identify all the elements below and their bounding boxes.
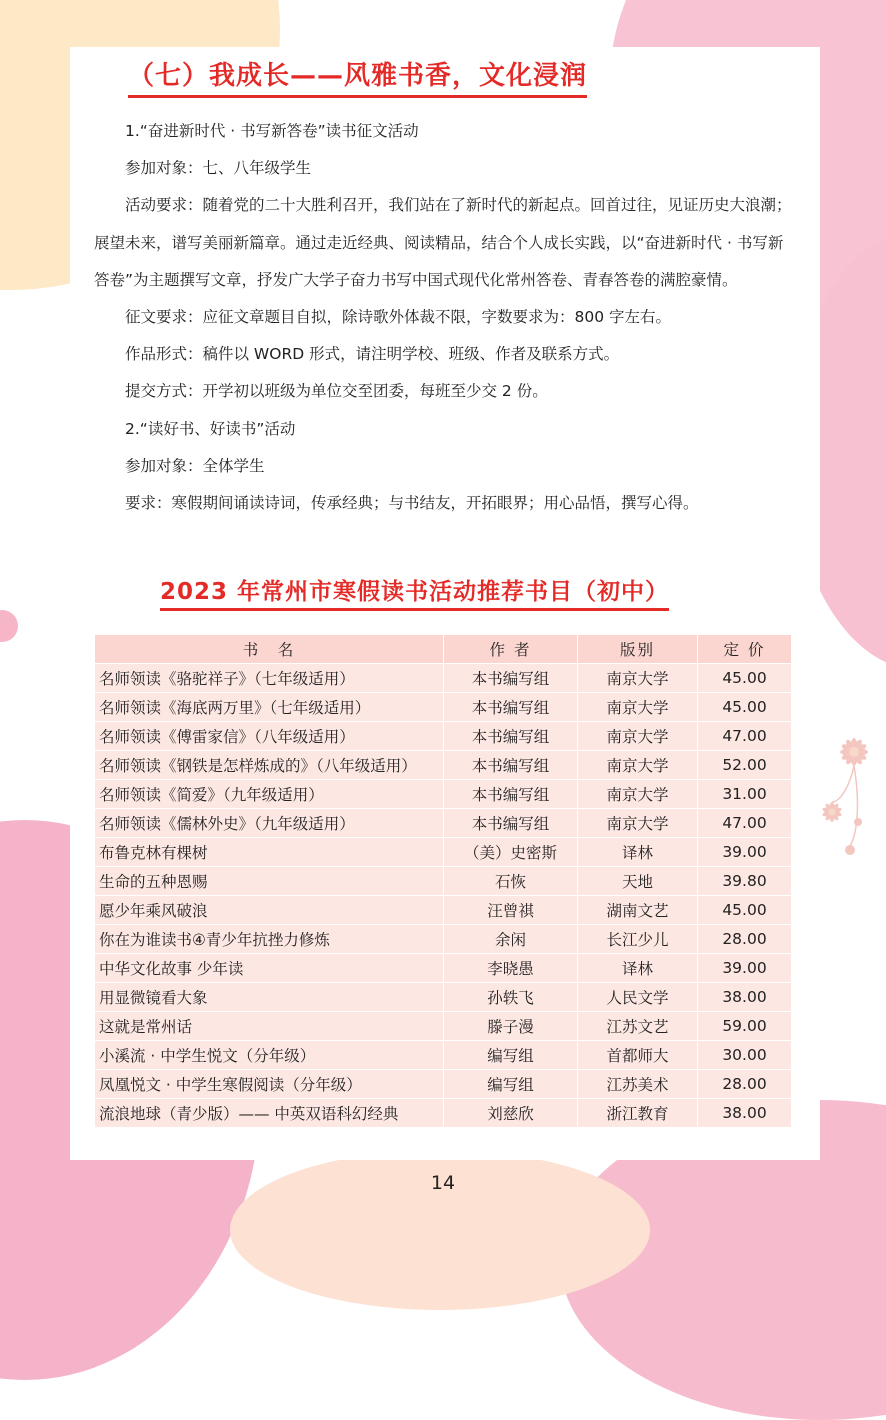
cell-publisher: 人民文学	[578, 983, 698, 1012]
cell-title: 用显微镜看大象	[95, 983, 444, 1012]
flower-decoration-icon	[812, 722, 886, 862]
table-row	[95, 983, 792, 1012]
cell-price: 45.00	[698, 664, 792, 693]
table-row	[95, 751, 792, 780]
paragraph: 作品形式：稿件以 WORD 形式，请注明学校、班级、作者及联系方式。	[125, 345, 620, 364]
table-title: 2023 年常州市寒假读书活动推荐书目（初中）	[160, 577, 669, 611]
cell-publisher: 南京大学	[578, 809, 698, 838]
cell-title: 愿少年乘风破浪	[95, 896, 444, 925]
header-price: 定 价	[698, 635, 792, 664]
cell-title: 小溪流 · 中学生悦文（分年级）	[95, 1041, 444, 1070]
cell-price: 45.00	[698, 896, 792, 925]
cell-publisher: 江苏文艺	[578, 1012, 698, 1041]
cell-publisher: 译林	[578, 838, 698, 867]
paragraph: 2.“读好书、好读书”活动	[125, 419, 296, 438]
cell-price: 38.00	[698, 983, 792, 1012]
cell-author: 编写组	[444, 1070, 578, 1099]
cell-price: 59.00	[698, 1012, 792, 1041]
cell-author: 本书编写组	[444, 722, 578, 751]
cell-publisher: 南京大学	[578, 693, 698, 722]
cell-publisher: 江苏美术	[578, 1070, 698, 1099]
table-row	[95, 693, 792, 722]
cell-title: 你在为谁读书④青少年抗挫力修炼	[95, 925, 444, 954]
cell-author: 编写组	[444, 1041, 578, 1070]
paragraph: 参加对象：七、八年级学生	[125, 159, 312, 178]
table-header-row	[95, 635, 792, 664]
cell-title: 布鲁克林有棵树	[95, 838, 444, 867]
book-list-table	[94, 634, 792, 1128]
header-publisher: 版别	[578, 635, 698, 664]
cell-price: 39.80	[698, 867, 792, 896]
page-number: 14	[430, 1172, 456, 1194]
cell-price: 38.00	[698, 1099, 792, 1128]
cell-price: 45.00	[698, 693, 792, 722]
cell-publisher: 译林	[578, 954, 698, 983]
cell-author: 本书编写组	[444, 809, 578, 838]
table-row	[95, 1099, 792, 1128]
cell-author: 本书编写组	[444, 693, 578, 722]
cell-author: 李晓愚	[444, 954, 578, 983]
cell-price: 31.00	[698, 780, 792, 809]
cell-price: 52.00	[698, 751, 792, 780]
table-row	[95, 1012, 792, 1041]
cell-author: 本书编写组	[444, 780, 578, 809]
cell-publisher: 湖南文艺	[578, 896, 698, 925]
cell-author: 余闲	[444, 925, 578, 954]
cell-publisher: 南京大学	[578, 722, 698, 751]
table-row	[95, 954, 792, 983]
section-title: （七）我成长——风雅书香，文化浸润	[128, 59, 587, 98]
cell-title: 名师领读《傅雷家信》（八年级适用）	[95, 722, 444, 751]
cell-price: 28.00	[698, 925, 792, 954]
cell-title: 凤凰悦文 · 中学生寒假阅读（分年级）	[95, 1070, 444, 1099]
cell-author: 本书编写组	[444, 751, 578, 780]
table-row	[95, 1041, 792, 1070]
cell-publisher: 天地	[578, 867, 698, 896]
cell-title: 中华文化故事 少年读	[95, 954, 444, 983]
cell-author: 石恢	[444, 867, 578, 896]
table-row	[95, 925, 792, 954]
cell-publisher: 南京大学	[578, 664, 698, 693]
cell-publisher: 浙江教育	[578, 1099, 698, 1128]
table-row	[95, 809, 792, 838]
cell-price: 47.00	[698, 722, 792, 751]
table-row	[95, 780, 792, 809]
paragraph: 要求：寒假期间诵读诗词，传承经典；与书结友，开拓眼界；用心品悟，撰写心得。	[125, 494, 699, 513]
cell-publisher: 南京大学	[578, 751, 698, 780]
cell-author: 滕子漫	[444, 1012, 578, 1041]
header-author: 作 者	[444, 635, 578, 664]
table-row	[95, 1070, 792, 1099]
cell-price: 47.00	[698, 809, 792, 838]
body-text	[94, 113, 798, 522]
cell-publisher: 南京大学	[578, 780, 698, 809]
cell-publisher: 长江少儿	[578, 925, 698, 954]
cell-title: 名师领读《海底两万里》（七年级适用）	[95, 693, 444, 722]
cell-price: 39.00	[698, 838, 792, 867]
cell-author: 刘慈欣	[444, 1099, 578, 1128]
cell-price: 30.00	[698, 1041, 792, 1070]
cell-title: 生命的五种恩赐	[95, 867, 444, 896]
table-row	[95, 867, 792, 896]
paragraph: 征文要求：应征文章题目自拟，除诗歌外体裁不限，字数要求为：800 字左右。	[125, 308, 672, 327]
paragraph: 参加对象：全体学生	[125, 456, 265, 475]
table-row	[95, 722, 792, 751]
table-row	[95, 896, 792, 925]
cell-title: 流浪地球（青少版）—— 中英双语科幻经典	[95, 1099, 444, 1128]
cell-title: 这就是常州话	[95, 1012, 444, 1041]
cell-price: 28.00	[698, 1070, 792, 1099]
cell-price: 39.00	[698, 954, 792, 983]
cell-publisher: 首都师大	[578, 1041, 698, 1070]
cell-author: （美）史密斯	[444, 838, 578, 867]
paragraph: 1.“奋进新时代 · 书写新答卷”读书征文活动	[125, 122, 419, 140]
cell-title: 名师领读《儒林外史》（九年级适用）	[95, 809, 444, 838]
paragraph: 活动要求：随着党的二十大胜利召开，我们站在了新时代的新起点。回首过往，见证历史大浪潮；展望未来，谱写美丽新篇章。通过走近经典、阅读精品，结合个人成长实践，以“奋进新时代 · 书写新答卷”为主题撰写文章，抒发广大学子奋力书写中国式现代化常州答卷、青春答卷的满腔豪情。	[94, 196, 792, 289]
cell-author: 本书编写组	[444, 664, 578, 693]
content-panel	[70, 47, 820, 1160]
bg-shape-pink-dot-left	[0, 610, 18, 642]
cell-author: 汪曾祺	[444, 896, 578, 925]
cell-title: 名师领读《骆驼祥子》（七年级适用）	[95, 664, 444, 693]
cell-title: 名师领读《钢铁是怎样炼成的》（八年级适用）	[95, 751, 444, 780]
cell-title: 名师领读《简爱》（九年级适用）	[95, 780, 444, 809]
table-row	[95, 838, 792, 867]
table-row	[95, 664, 792, 693]
header-title: 书 名	[95, 635, 444, 664]
cell-author: 孙轶飞	[444, 983, 578, 1012]
paragraph: 提交方式：开学初以班级为单位交至团委，每班至少交 2 份。	[125, 382, 548, 401]
